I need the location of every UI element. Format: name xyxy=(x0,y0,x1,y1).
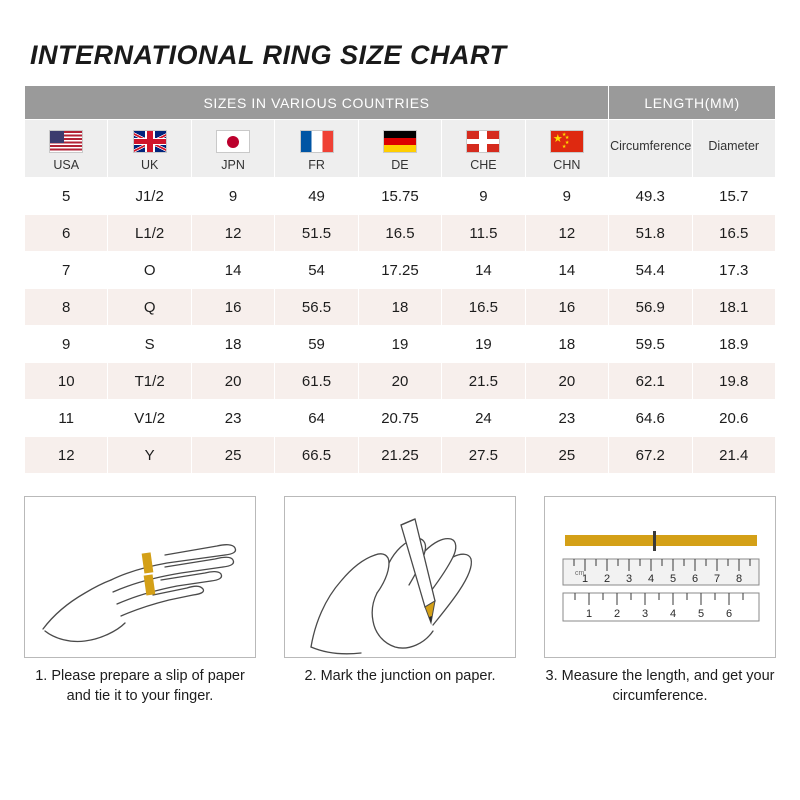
column-header-uk xyxy=(108,120,191,178)
cell-chn: 20 xyxy=(525,363,608,400)
svg-text:5: 5 xyxy=(697,608,705,620)
cell-che: 19 xyxy=(442,326,525,363)
column-code-uk: UK xyxy=(140,158,159,172)
cell-circumference: 49.3 xyxy=(609,178,692,215)
cell-de: 15.75 xyxy=(358,178,441,215)
cell-usa: 6 xyxy=(25,215,108,252)
column-code-usa: USA xyxy=(53,158,80,172)
cell-uk: J1/2 xyxy=(108,178,191,215)
group-header-sizes: SIZES IN VARIOUS COUNTRIES xyxy=(25,86,609,120)
cell-diameter: 17.3 xyxy=(692,252,776,289)
table-row xyxy=(25,252,776,289)
cell-jpn: 16 xyxy=(191,289,274,326)
cell-chn: 25 xyxy=(525,437,608,474)
column-header-chn xyxy=(525,120,608,178)
cell-uk: T1/2 xyxy=(108,363,191,400)
cell-de: 16.5 xyxy=(358,215,441,252)
column-header-fr xyxy=(275,120,358,178)
cell-diameter: 15.7 xyxy=(692,178,776,215)
cell-chn: 18 xyxy=(525,326,608,363)
ruler-measuring-strip-icon xyxy=(544,496,776,658)
flag-switzerland-icon xyxy=(466,130,500,153)
cell-che: 24 xyxy=(442,400,525,437)
svg-text:5: 5 xyxy=(669,573,677,585)
step-3-caption: 3. Measure the length, and get your circumference. xyxy=(545,668,775,704)
cell-usa: 9 xyxy=(25,326,108,363)
column-header-circumference: Circumference xyxy=(609,120,692,178)
table-body xyxy=(25,178,776,474)
step-2-illustration xyxy=(285,497,516,658)
cell-diameter: 21.4 xyxy=(692,437,776,474)
table-head xyxy=(25,86,776,178)
cell-usa: 11 xyxy=(25,400,108,437)
cell-diameter: 19.8 xyxy=(692,363,776,400)
cell-che: 16.5 xyxy=(442,289,525,326)
cell-fr: 66.5 xyxy=(275,437,358,474)
cell-diameter: 20.6 xyxy=(692,400,776,437)
column-code-jpn: JPN xyxy=(221,158,245,172)
table-row xyxy=(25,289,776,326)
page-title: INTERNATIONAL RING SIZE CHART xyxy=(30,40,507,70)
hand-with-paper-strip-icon xyxy=(24,496,256,658)
step-3 xyxy=(544,496,776,706)
cell-circumference: 64.6 xyxy=(609,400,692,437)
cell-de: 21.25 xyxy=(358,437,441,474)
flag-usa-icon xyxy=(49,130,83,153)
step-1-illustration xyxy=(25,497,256,658)
cell-usa: 12 xyxy=(25,437,108,474)
cell-de: 18 xyxy=(358,289,441,326)
group-header-length: LENGTH(MM) xyxy=(609,86,776,120)
step-1 xyxy=(24,496,256,706)
flag-germany-icon xyxy=(383,130,417,153)
cell-uk: Y xyxy=(108,437,191,474)
cell-chn: 9 xyxy=(525,178,608,215)
cell-uk: V1/2 xyxy=(108,400,191,437)
cell-uk: O xyxy=(108,252,191,289)
svg-text:4: 4 xyxy=(669,608,677,620)
column-header-jpn xyxy=(191,120,274,178)
cell-de: 20.75 xyxy=(358,400,441,437)
cell-de: 20 xyxy=(358,363,441,400)
cell-jpn: 14 xyxy=(191,252,274,289)
svg-text:2: 2 xyxy=(613,608,621,620)
column-code-fr: FR xyxy=(308,158,325,172)
cell-fr: 64 xyxy=(275,400,358,437)
step-1-caption: 1. Please prepare a slip of paper and tie it to your finger. xyxy=(35,668,245,704)
cell-circumference: 54.4 xyxy=(609,252,692,289)
cell-fr: 59 xyxy=(275,326,358,363)
cell-circumference: 59.5 xyxy=(609,326,692,363)
cell-che: 9 xyxy=(442,178,525,215)
step-2 xyxy=(284,496,516,706)
table-row xyxy=(25,326,776,363)
column-header-de xyxy=(358,120,441,178)
cell-diameter: 18.1 xyxy=(692,289,776,326)
cell-fr: 49 xyxy=(275,178,358,215)
cell-fr: 54 xyxy=(275,252,358,289)
column-header-usa xyxy=(25,120,108,178)
cell-jpn: 9 xyxy=(191,178,274,215)
column-header-diameter: Diameter xyxy=(692,120,776,178)
table-row xyxy=(25,215,776,252)
cell-diameter: 16.5 xyxy=(692,215,776,252)
cell-che: 14 xyxy=(442,252,525,289)
cell-fr: 51.5 xyxy=(275,215,358,252)
table-row xyxy=(25,178,776,215)
column-header-row xyxy=(25,120,776,178)
svg-text:cm: cm xyxy=(575,570,585,577)
measuring-steps xyxy=(24,496,776,706)
cell-circumference: 62.1 xyxy=(609,363,692,400)
cell-chn: 14 xyxy=(525,252,608,289)
ring-size-table xyxy=(24,85,776,474)
cell-chn: 16 xyxy=(525,289,608,326)
cell-chn: 12 xyxy=(525,215,608,252)
cell-uk: S xyxy=(108,326,191,363)
cell-de: 19 xyxy=(358,326,441,363)
cell-usa: 10 xyxy=(25,363,108,400)
column-code-de: DE xyxy=(391,158,409,172)
cell-fr: 56.5 xyxy=(275,289,358,326)
group-header-row xyxy=(25,86,776,120)
cell-circumference: 56.9 xyxy=(609,289,692,326)
cell-che: 27.5 xyxy=(442,437,525,474)
cell-circumference: 51.8 xyxy=(609,215,692,252)
cell-uk: L1/2 xyxy=(108,215,191,252)
column-header-che xyxy=(442,120,525,178)
svg-text:4: 4 xyxy=(647,573,655,585)
svg-text:8: 8 xyxy=(735,573,743,585)
flag-japan-icon xyxy=(216,130,250,153)
column-code-chn: CHN xyxy=(553,158,581,172)
step-3-illustration xyxy=(545,497,776,658)
svg-text:1: 1 xyxy=(585,608,593,620)
cell-jpn: 23 xyxy=(191,400,274,437)
svg-text:3: 3 xyxy=(641,608,649,620)
cell-chn: 23 xyxy=(525,400,608,437)
table-row xyxy=(25,363,776,400)
cell-jpn: 18 xyxy=(191,326,274,363)
step-2-caption: 2. Mark the junction on paper. xyxy=(304,668,496,684)
cell-circumference: 67.2 xyxy=(609,437,692,474)
cell-usa: 7 xyxy=(25,252,108,289)
cell-fr: 61.5 xyxy=(275,363,358,400)
svg-text:3: 3 xyxy=(625,573,633,585)
cell-che: 11.5 xyxy=(442,215,525,252)
svg-text:6: 6 xyxy=(691,573,699,585)
table-row xyxy=(25,400,776,437)
cell-usa: 5 xyxy=(25,178,108,215)
cell-che: 21.5 xyxy=(442,363,525,400)
svg-text:7: 7 xyxy=(713,573,721,585)
column-code-che: CHE xyxy=(470,158,497,172)
cell-jpn: 12 xyxy=(191,215,274,252)
cell-de: 17.25 xyxy=(358,252,441,289)
flag-uk-icon xyxy=(133,130,167,153)
svg-text:2: 2 xyxy=(603,573,611,585)
table-row xyxy=(25,437,776,474)
cell-usa: 8 xyxy=(25,289,108,326)
cell-diameter: 18.9 xyxy=(692,326,776,363)
cell-uk: Q xyxy=(108,289,191,326)
hand-marking-with-pen-icon xyxy=(284,496,516,658)
cell-jpn: 25 xyxy=(191,437,274,474)
flag-france-icon xyxy=(300,130,334,153)
svg-text:1: 1 xyxy=(581,573,589,585)
flag-china-icon: ★ ★ ★ ★ ★ xyxy=(550,130,584,153)
svg-text:6: 6 xyxy=(725,608,733,620)
cell-jpn: 20 xyxy=(191,363,274,400)
